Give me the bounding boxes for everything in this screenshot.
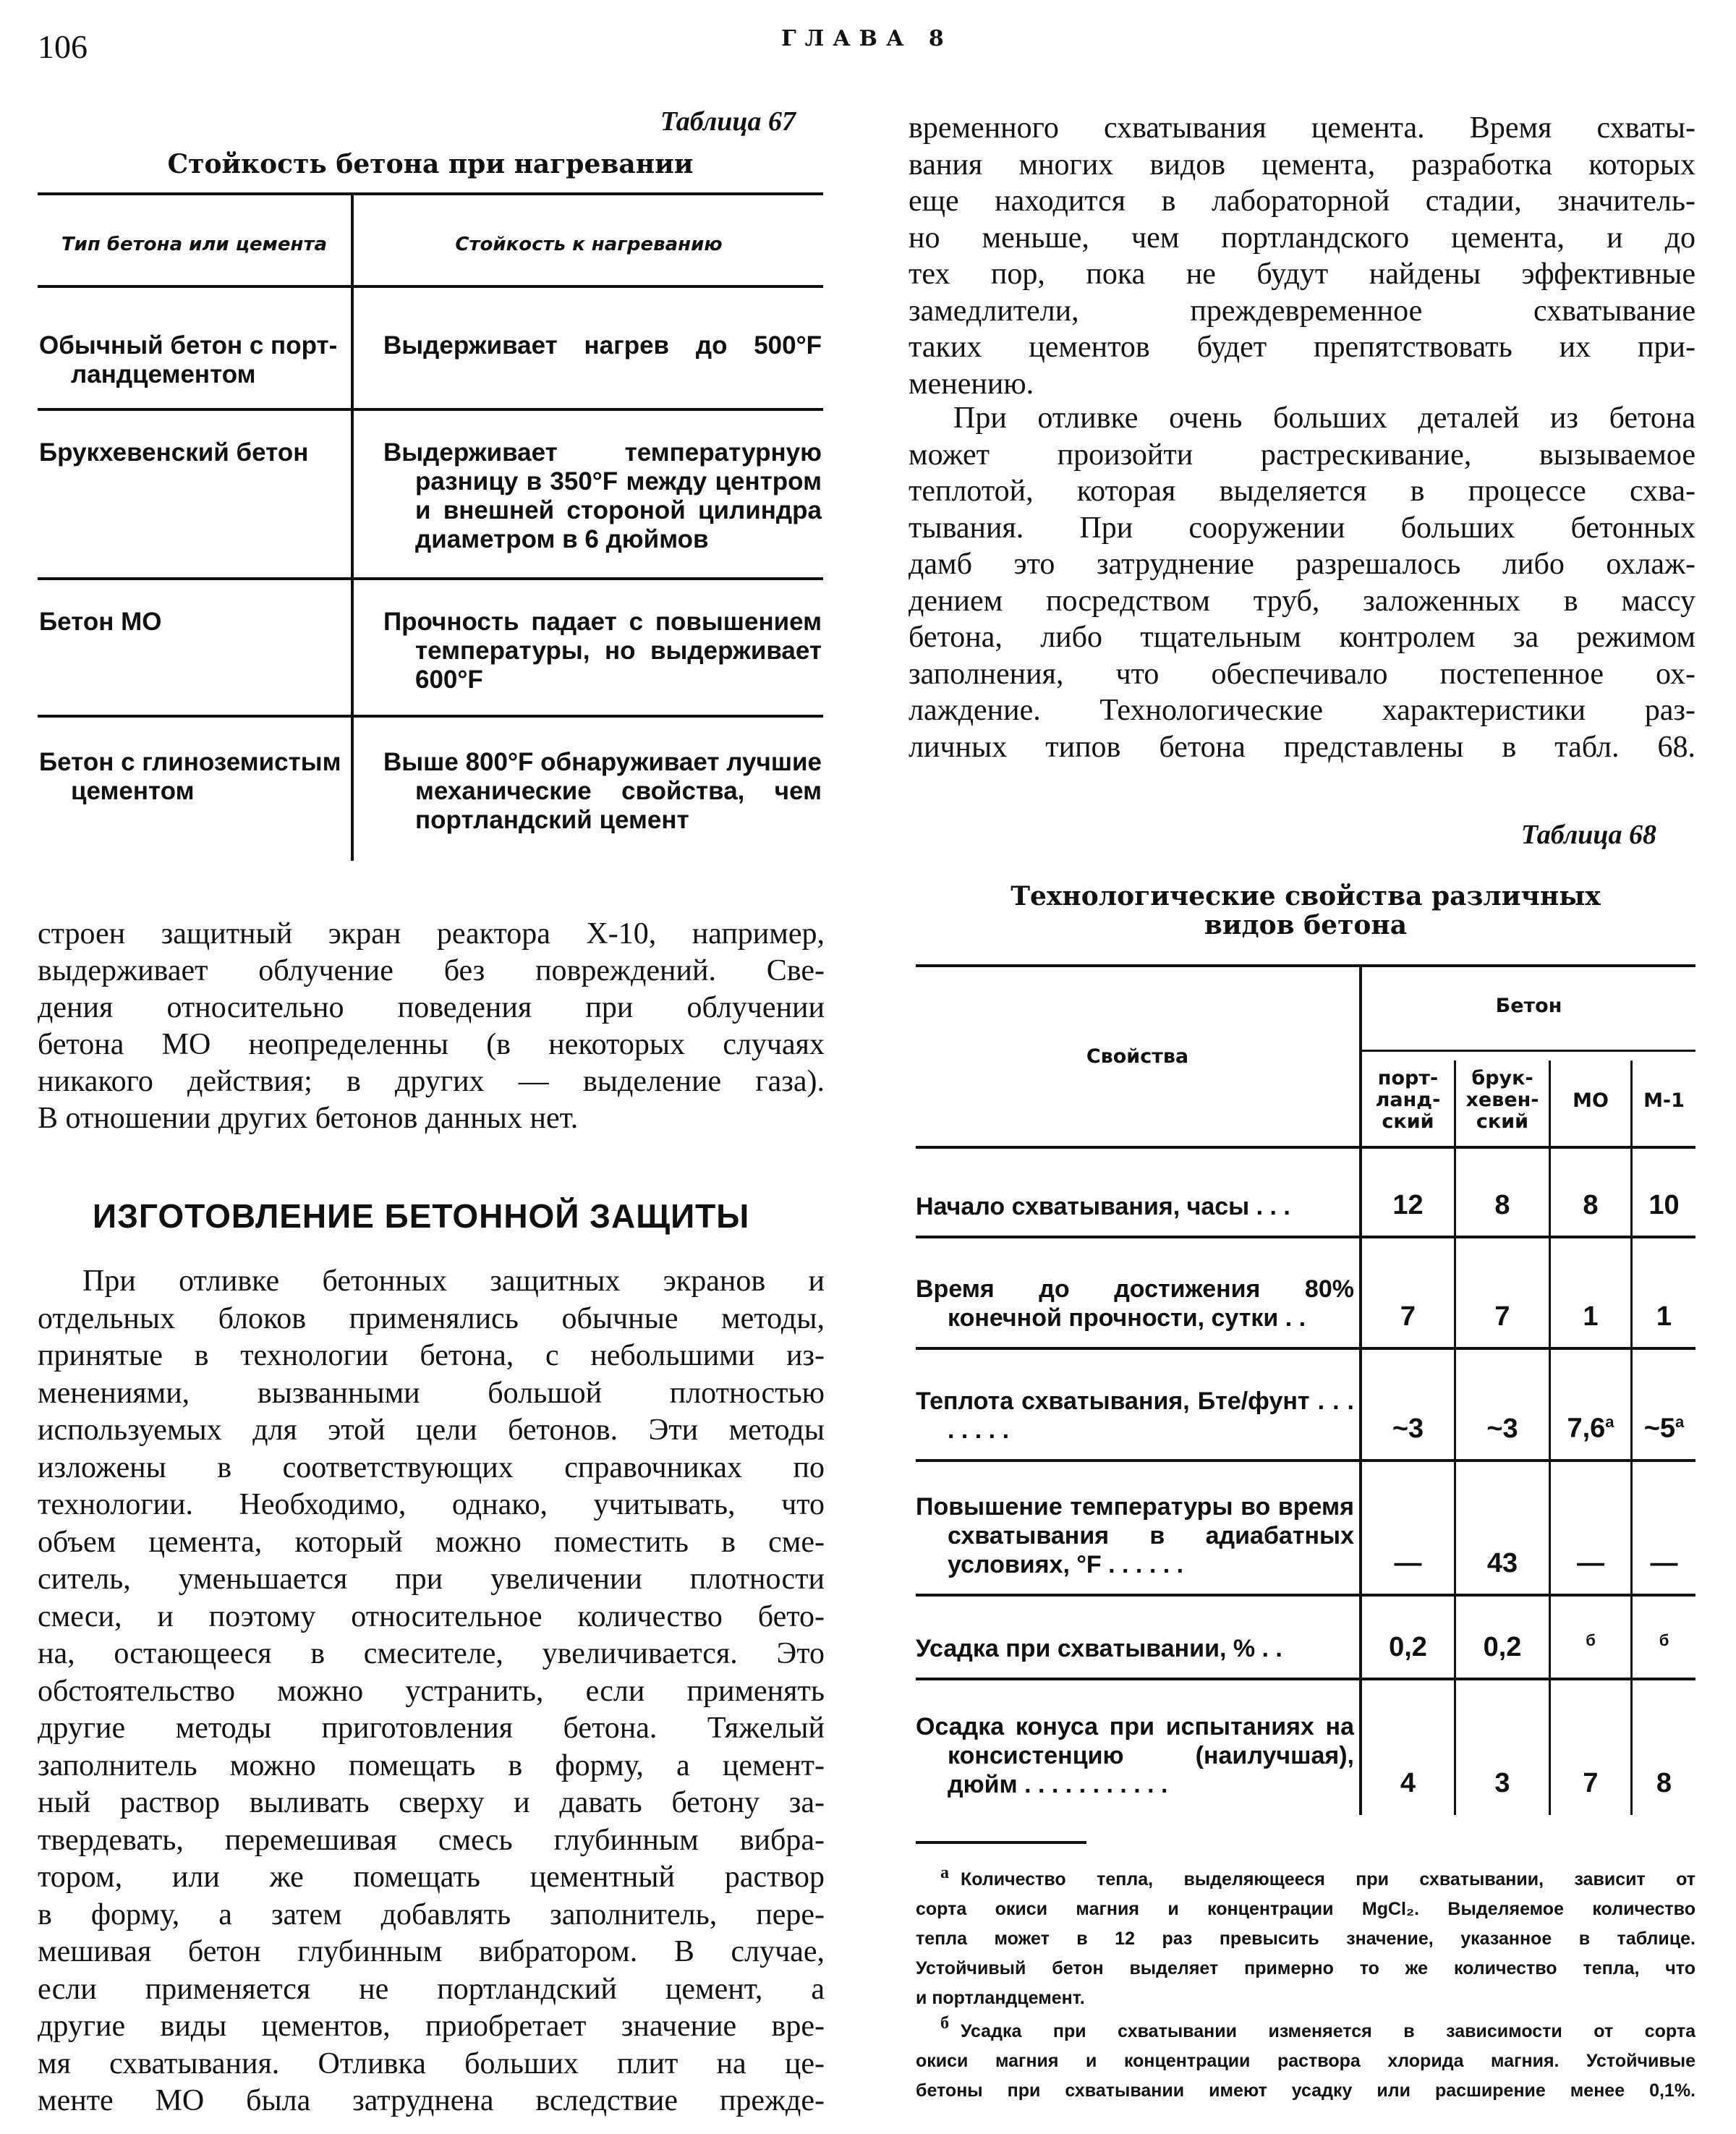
text-line: Количество тепла, выделяющееся при схватывании, зависит от	[961, 1869, 1695, 1889]
paragraph-continued	[38, 916, 825, 1137]
footnote-b	[916, 2017, 1695, 2106]
table-cell-value	[1456, 1301, 1549, 1332]
footnote-mark-a: а	[940, 1863, 949, 1882]
table-rule	[38, 577, 823, 580]
text-line: тепла может в 12 раз превысить значение, указанное в таблице.	[916, 1929, 1695, 1949]
column-header: Стойкость к нагреванию	[455, 234, 723, 255]
footnote-mark-b: б	[940, 2014, 949, 2033]
table-68-caption: Таблица 68	[1520, 820, 1656, 850]
value-text: ~3	[1392, 1414, 1424, 1444]
table-67-caption: Таблица 67	[660, 106, 796, 137]
value-text: 0,2	[1389, 1632, 1427, 1662]
table-cell-value	[1551, 1413, 1630, 1445]
table-cell-value	[1456, 1768, 1549, 1799]
text-line: но меньше, чем портландского цемента, и до	[909, 221, 1695, 255]
text-line: заполнения, что обеспечивало постепенное ох-	[909, 657, 1695, 691]
table-cell-value	[1362, 1190, 1454, 1221]
table-row-label: Осадка конуса при испытаниях на консистенцию (наилучшая), дюйм . . . . . . . . . . .	[916, 1713, 1354, 1798]
column-header-portland: порт- ланд- ский	[1375, 1067, 1441, 1133]
paragraph-body	[38, 1263, 825, 2120]
table-cell-value	[1633, 1301, 1695, 1332]
text-line: мешивая бетон глубинным вибратором. В случае,	[38, 1935, 825, 1968]
value-text: 8	[1583, 1190, 1599, 1220]
table-rule	[916, 1678, 1695, 1680]
value-text: 0,2	[1483, 1632, 1522, 1662]
table-cell-resistance: Прочность падает с повышением температуры, но выдерживает 600°F	[383, 608, 822, 694]
text-line: таких цементов будет препятствовать их при-	[909, 331, 1695, 364]
value-text: 8	[1494, 1190, 1510, 1220]
running-title: ГЛАВА 8	[781, 26, 953, 51]
value-text: 8	[1656, 1768, 1672, 1798]
text-line: в форму, а затем добавлять заполнитель, пере-	[38, 1897, 825, 1931]
value-text: 7	[1400, 1301, 1416, 1332]
text-line: дением посредством труб, заложенных в массу	[909, 584, 1695, 618]
text-line: отдельных блоков применялись обычные методы,	[38, 1301, 825, 1335]
column-header-mo: МО	[1573, 1089, 1609, 1112]
page-number: 106	[38, 28, 88, 65]
text-line: другие методы приготовления бетона. Тяжелый	[38, 1712, 825, 1745]
value-text: —	[1394, 1548, 1422, 1578]
table-rule	[38, 285, 823, 288]
text-line: бетона МО неопределенны (в некоторых случаях	[38, 1028, 825, 1061]
value-text: —	[1577, 1548, 1604, 1578]
table-cell-value	[1456, 1190, 1549, 1221]
table-cell-resistance: Выдерживает температурную разницу в 350°F между центром и внешней стороной цилиндра диаметром в 6 дюймов	[383, 438, 822, 553]
table-rule	[38, 192, 823, 195]
table-row-label: Время до достижения 80% конечной прочности, сутки . .	[916, 1275, 1354, 1332]
text-line: ситель, уменьшается при увеличении плотности	[38, 1563, 825, 1596]
table-cell-value	[1551, 1301, 1630, 1332]
text-line: смеси, и поэтому относительное количество бето-	[38, 1599, 825, 1633]
text-line: заполнитель можно помещать в форму, а цемент-	[38, 1748, 825, 1782]
text-line: менениями, вызванными большой плотностью	[38, 1376, 825, 1410]
table-rule	[916, 1146, 1695, 1149]
table-68-title-line: видов бетона	[1204, 910, 1408, 940]
text-line: временного схватывания цемента. Время схваты-	[909, 111, 1695, 145]
value-text: 12	[1392, 1190, 1424, 1220]
table-rule	[916, 1459, 1695, 1462]
value-text: —	[1650, 1548, 1678, 1578]
text-line: используемых для этой цели бетонов. Эти методы	[38, 1414, 825, 1447]
table-row-label: Усадка при схватывании, % . .	[916, 1635, 1282, 1662]
table-cell-resistance: Выше 800°F обнаруживает лучшие механические свойства, чем портландский цемент	[383, 748, 822, 834]
table-cell-type: Обычный бетон с порт-ландцементом	[39, 331, 338, 388]
footnote-reference: а	[1605, 1413, 1614, 1432]
table-cell-value	[1362, 1632, 1454, 1663]
column-header-m1: М-1	[1643, 1089, 1685, 1112]
text-line: дамб это затруднение разрешалось либо охлаж-	[909, 548, 1695, 581]
table-cell-value	[1456, 1632, 1549, 1663]
text-line: изложены в соответствующих справочниках по	[38, 1450, 825, 1484]
text-line: обстоятельство можно устранить, если применять	[38, 1674, 825, 1708]
text-line: тех пор, пока не будут найдены эффективные	[909, 258, 1695, 291]
table-cell-value	[1633, 1768, 1695, 1799]
table-rule	[916, 1347, 1695, 1350]
text-line: никакого действия; в других — выделение газа).	[38, 1065, 825, 1098]
text-line: личных типов бетона представлены в табл. 68.	[909, 730, 1695, 764]
text-line: В отношении других бетонов данных нет.	[38, 1102, 579, 1135]
value-text: ~5	[1643, 1414, 1676, 1444]
text-line: принятые в технологии бетона, с небольшими из-	[38, 1339, 825, 1372]
table-rule	[916, 1594, 1695, 1597]
table-68-title-line: Технологические свойства различных	[1010, 881, 1601, 911]
table-row-label: Начало схватывания, часы . . .	[916, 1193, 1290, 1220]
text-line: еще находится в лабораторной стадии, значитель-	[909, 184, 1695, 218]
table-cell-value	[1551, 1548, 1630, 1579]
table-cell-value	[1362, 1548, 1454, 1579]
table-rule	[916, 1236, 1695, 1238]
table-cell-type: Бетон с глиноземистым цементом	[39, 748, 341, 805]
text-line: тором, или же помещать цементный раствор	[38, 1861, 825, 1894]
table-cell-value	[1633, 1548, 1695, 1579]
table-rule	[38, 408, 823, 411]
text-line: строен защитный экран реактора Х-10, например,	[38, 917, 825, 951]
paragraph-right-1	[909, 110, 1695, 402]
table-cell-value	[1456, 1548, 1549, 1579]
table-rule	[1362, 1050, 1695, 1052]
text-line: дения относительно поведения при облучении	[38, 991, 825, 1024]
text-line: Усадка при схватывании изменяется в зависимости от сорта	[961, 2021, 1695, 2041]
value-text: 3	[1494, 1768, 1510, 1798]
text-line: замедлители, преждевременное схватывание	[909, 294, 1695, 328]
section-heading: ИЗГОТОВЛЕНИЕ БЕТОННОЙ ЗАЩИТЫ	[93, 1197, 750, 1235]
text-line: технологии. Необходимо, однако, учитывать, что	[38, 1488, 825, 1521]
footnote-a	[916, 1865, 1695, 2013]
table-cell-value	[1551, 1768, 1630, 1799]
table-cell-type: Брукхевенский бетон	[39, 438, 309, 467]
text-line: Устойчивый бетон выделяет примерно то же количество тепла, что	[916, 1958, 1695, 1978]
text-line: мя схватывания. Отливка больших плит на це-	[38, 2046, 825, 2080]
text-line: другие виды цементов, приобретает значение вре-	[38, 2010, 825, 2043]
text-line: если применяется не портландский цемент, а	[38, 1972, 825, 2006]
text-line: вания многих видов цемента, разработка которых	[909, 148, 1695, 182]
column-header-brookhaven: брук- хевен- ский	[1465, 1067, 1539, 1133]
table-cell-value	[1633, 1190, 1695, 1221]
text-line: окиси магния и концентрации раствора хлорида магния. Устойчивые	[916, 2051, 1695, 2071]
value-text: 1	[1656, 1301, 1672, 1332]
table-cell-value	[1551, 1631, 1630, 1663]
table-cell-resistance: Выдерживает нагрев до 500°F	[383, 331, 822, 360]
value-text: 7,6	[1567, 1414, 1606, 1444]
property-header: Свойства	[1086, 1045, 1189, 1068]
text-line: выдерживает облучение без повреждений. Све-	[38, 954, 825, 987]
table-rule	[916, 964, 1695, 967]
footnote-rule	[916, 1841, 1086, 1844]
value-text: 4	[1400, 1768, 1416, 1798]
group-header: Бетон	[1495, 995, 1562, 1017]
table-rule	[38, 715, 823, 718]
column-divider	[351, 195, 354, 861]
value-text: 10	[1648, 1190, 1680, 1220]
paragraph-right-2	[909, 400, 1695, 765]
table-cell-type: Бетон МО	[39, 608, 162, 636]
text-line: тывания. При сооружении больших бетонных	[909, 511, 1695, 545]
text-line: менению.	[909, 367, 1034, 401]
table-cell-value	[1551, 1190, 1630, 1221]
text-line: объем цемента, который можно поместить в сме-	[38, 1525, 825, 1559]
text-line: ный раствор выливать сверху и давать бетону за-	[38, 1786, 825, 1819]
table-cell-value	[1362, 1414, 1454, 1445]
footnote-reference: а	[1675, 1413, 1685, 1432]
text-line: При отливке бетонных защитных экранов и	[82, 1264, 825, 1298]
text-line: менте МО была затруднена вследствие прежде-	[38, 2084, 825, 2117]
table-67-title: Стойкость бетона при нагревании	[167, 149, 694, 179]
text-line: теплотой, которая выделяется в процессе схва-	[909, 475, 1695, 508]
value-text: 7	[1494, 1301, 1510, 1332]
column-header: Тип бетона или цемента	[61, 234, 328, 255]
value-text: ~3	[1486, 1414, 1518, 1444]
text-line: бетоны при схватывании имеют усадку или расширение менее 0,1%.	[916, 2080, 1695, 2101]
text-line: При отливке очень больших деталей из бетона	[953, 401, 1695, 435]
table-cell-value	[1362, 1768, 1454, 1799]
footnote-reference: б	[1659, 1631, 1669, 1650]
table-cell-value	[1362, 1301, 1454, 1332]
table-row-label: Теплота схватывания, Бте/фунт . . . . . . . .	[916, 1387, 1354, 1444]
text-line: лаждение. Технологические характеристики раз-	[909, 694, 1695, 727]
footnote-reference: б	[1586, 1631, 1596, 1650]
value-text: 7	[1583, 1768, 1599, 1798]
text-line: может произойти растрескивание, вызываемое	[909, 438, 1695, 472]
table-cell-value	[1633, 1631, 1695, 1663]
text-line: сорта окиси магния и концентрации MgCl₂. Выделяемое количество	[916, 1899, 1695, 1919]
table-row-label: Повышение температуры во время схватывания в адиабатных условиях, °F . . . . . .	[916, 1493, 1354, 1578]
text-line: твердевать, перемешивая смесь глубинным вибра-	[38, 1823, 825, 1857]
table-cell-value	[1456, 1414, 1549, 1445]
text-line: на, остающееся в смесителе, увеличивается. Это	[38, 1637, 825, 1670]
value-text: 43	[1486, 1548, 1518, 1578]
text-line: бетона, либо тщательным контролем за режимом	[909, 621, 1695, 654]
text-line: и портландцемент.	[916, 1988, 1085, 2008]
value-text: 1	[1583, 1301, 1599, 1332]
table-cell-value	[1633, 1413, 1695, 1445]
